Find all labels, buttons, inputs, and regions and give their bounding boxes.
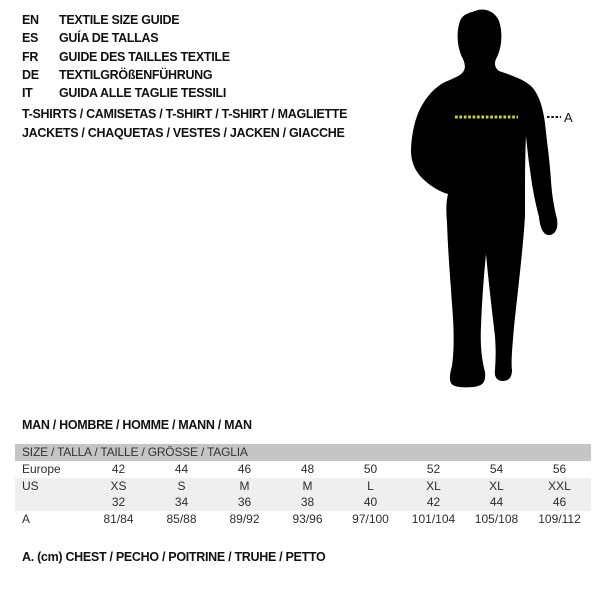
lang-code: EN [22,13,39,27]
size-cell: 42 [426,495,441,510]
lang-code: ES [22,31,39,46]
lang-row-de [22,66,230,84]
size-cell: XXL [548,478,571,493]
lang-title: GUIDE DES TAILLES TEXTILE [59,49,230,64]
lang-code: DE [22,67,39,82]
size-cell: 97/100 [352,511,389,526]
category-line-jackets: JACKETS / CHAQUETAS / VESTES / JACKEN / GIACCHE [22,126,345,140]
lang-row-en [22,11,230,29]
size-cell: M [302,478,313,493]
size-cell: 40 [363,495,378,510]
lang-title: TEXTILGRÖßENFÜHRUNG [59,67,213,82]
lang-code: IT [22,86,33,101]
size-cell: 44 [489,495,504,510]
table-row-us [15,478,591,495]
category-line-tshirts: T-SHIRTS / CAMISETAS / T-SHIRT / T-SHIRT / MAGLIETTE [22,107,348,121]
lang-title: GUIDA ALLE TAGLIE TESSILI [59,86,227,101]
size-cell: 46 [237,462,252,477]
lang-title: TEXTILE SIZE GUIDE [59,13,180,27]
language-title-list [22,11,230,102]
section-title-man: MAN / HOMBRE / HOMME / MANN / MAN [22,418,252,432]
lang-title: GUÍA DE TALLAS [59,31,159,46]
size-cell: XL [489,478,504,493]
size-cell: S [177,478,186,493]
man-silhouette [411,9,557,387]
table-row-chest-a [15,511,591,528]
size-cell: 101/104 [411,511,456,526]
size-cell: 105/108 [474,511,519,526]
size-cell: 93/96 [292,511,323,526]
garment-categories [22,105,347,143]
size-cell: 44 [174,462,189,477]
size-cell: L [367,478,374,493]
size-cell: 48 [300,462,315,477]
size-cell: XL [426,478,441,493]
size-cell: M [239,478,250,493]
size-cell: 81/84 [103,511,134,526]
lang-row-es [22,29,230,47]
size-cell: 109/112 [538,511,581,526]
table-row-us-numeric [15,494,591,511]
size-cell: 56 [552,462,567,477]
lang-row-fr [22,48,230,66]
size-cell: 89/92 [229,511,260,526]
size-cell: 38 [300,495,315,510]
row-label: Europe [22,462,61,477]
lang-code: FR [22,49,39,64]
size-cell: 46 [552,495,567,510]
size-cell: 32 [111,495,126,510]
lang-row-it [22,84,230,102]
size-table [15,444,591,527]
size-cell: 36 [237,495,252,510]
row-label: A [22,511,31,526]
size-cell: 50 [363,462,378,477]
size-cell: 54 [489,462,504,477]
size-cell: 85/88 [166,511,197,526]
measure-label-a: A [564,110,573,125]
table-row-europe [15,461,591,478]
measurement-footnote: A. (cm) CHEST / PECHO / POITRINE / TRUHE / PETTO [22,550,326,564]
row-label: US [22,478,39,493]
size-cell: 42 [111,462,126,477]
size-table-header: SIZE / TALLA / TAILLE / GRÖSSE / TAGLIA [15,444,591,461]
size-cell: 34 [174,495,189,510]
size-cell: 52 [426,462,441,477]
man-figure-diagram [400,6,580,396]
size-cell: XS [110,478,127,493]
